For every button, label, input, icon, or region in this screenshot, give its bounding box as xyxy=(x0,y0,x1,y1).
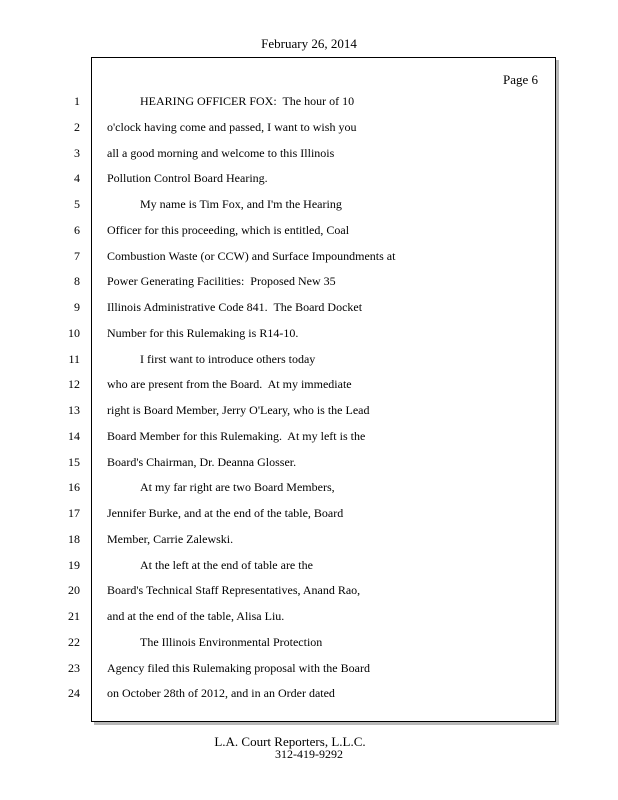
line-number: 4 xyxy=(74,171,80,185)
transcript-line: Combustion Waste (or CCW) and Surface Impoundments at xyxy=(107,249,396,263)
line-number: 14 xyxy=(68,429,80,443)
transcript-line: all a good morning and welcome to this Illinois xyxy=(107,146,335,160)
transcript-line: who are present from the Board. At my immediate xyxy=(107,377,352,391)
line-number: 1 xyxy=(74,94,80,108)
line-number: 22 xyxy=(68,635,80,649)
line-number: 12 xyxy=(68,377,80,391)
transcript-date: February 26, 2014 xyxy=(261,36,357,51)
line-number: 19 xyxy=(68,558,80,572)
line-number: 15 xyxy=(68,455,80,469)
line-number: 17 xyxy=(68,506,80,520)
transcript-line: Power Generating Facilities: Proposed New 35 xyxy=(107,274,336,288)
transcript-line: At my far right are two Board Members, xyxy=(140,480,335,494)
transcript-line: Board Member for this Rulemaking. At my left is the xyxy=(107,429,366,443)
court-reporter-phone: 312-419-9292 xyxy=(275,747,343,761)
transcript-line: and at the end of the table, Alisa Liu. xyxy=(107,609,285,623)
line-number: 23 xyxy=(68,661,80,675)
line-number: 6 xyxy=(74,223,80,237)
transcript-line: Board's Technical Staff Representatives, Anand Rao, xyxy=(107,583,361,597)
transcript-line: I first want to introduce others today xyxy=(140,352,316,366)
transcript-line: HEARING OFFICER FOX: The hour of 10 xyxy=(140,94,355,108)
transcript-line: Illinois Administrative Code 841. The Board Docket xyxy=(107,300,363,314)
line-number: 13 xyxy=(68,403,80,417)
transcript-line: on October 28th of 2012, and in an Order dated xyxy=(107,686,335,700)
transcript-line: My name is Tim Fox, and I'm the Hearing xyxy=(140,197,342,211)
line-number: 8 xyxy=(74,274,80,288)
court-reporter-company: L.A. Court Reporters, L.L.C. xyxy=(214,734,366,749)
transcript-line: Agency filed this Rulemaking proposal with the Board xyxy=(107,661,370,675)
line-number: 20 xyxy=(68,583,80,597)
transcript-line: Officer for this proceeding, which is entitled, Coal xyxy=(107,223,350,237)
line-number: 3 xyxy=(74,146,80,160)
line-number: 21 xyxy=(68,609,80,623)
transcript-line: Member, Carrie Zalewski. xyxy=(107,532,234,546)
line-number: 10 xyxy=(68,326,80,340)
transcript-line: Number for this Rulemaking is R14-10. xyxy=(107,326,299,340)
line-number: 2 xyxy=(74,120,80,134)
line-number: 11 xyxy=(68,352,80,366)
transcript-line: Jennifer Burke, and at the end of the table, Board xyxy=(107,506,344,520)
transcript-line: Pollution Control Board Hearing. xyxy=(107,171,268,185)
line-number: 16 xyxy=(68,480,80,494)
line-number: 18 xyxy=(68,532,80,546)
transcript-line: o'clock having come and passed, I want to wish you xyxy=(107,120,357,134)
transcript-line: right is Board Member, Jerry O'Leary, who is the Lead xyxy=(107,403,370,417)
page-number: Page 6 xyxy=(503,72,539,87)
line-number: 9 xyxy=(74,300,80,314)
line-number: 24 xyxy=(68,686,80,700)
transcript-line: The Illinois Environmental Protection xyxy=(140,635,323,649)
transcript-line: At the left at the end of table are the xyxy=(140,558,313,572)
transcript-line: Board's Chairman, Dr. Deanna Glosser. xyxy=(107,455,297,469)
line-number: 5 xyxy=(74,197,80,211)
line-number: 7 xyxy=(74,249,80,263)
